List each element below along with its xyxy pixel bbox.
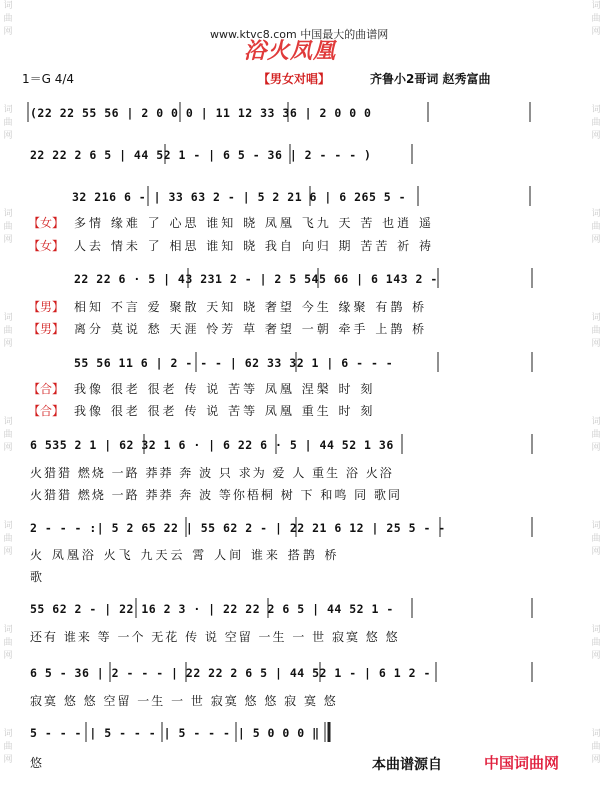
side-watermark-right: 词 曲 网 词 曲 网 词 曲 网 词 曲 网 词 曲 网 词 曲 网 词 曲 网 词 曲 网 xyxy=(591,1,601,765)
lyric-line: 火猎猎 燃烧 一路 莽莽 奔 波 只 求为 爱 人 重生 浴 火浴 xyxy=(30,466,394,480)
lyric-line: 寂寞 悠 悠 空留 一生 一 世 寂寞 悠 悠 寂 寞 悠 xyxy=(30,694,338,708)
notation-line-9: 6 5 - 36 | 2 - - - | 22 22 2 6 5 | 44 52 1 - | 6 1 2 - xyxy=(30,666,431,680)
lyric-line: 火猎猎 燃烧 一路 莽莽 奔 波 等你梧桐 树 下 和鸣 同 歌同 xyxy=(30,488,402,502)
part-tag: 【男】 xyxy=(28,300,65,314)
notation-line-8: 55 62 2 - | 22 16 2 3 · | 22 22 2 6 5 | 44 52 1 - xyxy=(30,602,394,616)
source-label: 本曲谱源自 xyxy=(372,757,442,773)
lyric-line: 还有 谁来 等 一个 无花 传 说 空留 一生 一 世 寂寞 悠 悠 xyxy=(30,630,400,644)
notation-line-6: 6 535 2 1 | 62 32 1 6 · | 6 22 6 · 5 | 44 52 1 36 xyxy=(30,438,394,452)
lyric-line: 相知 不言 爱 聚散 天知 晓 奢望 今生 缘聚 有鹊 桥 xyxy=(74,300,428,314)
notation-line-10: 5 - - - | 5 - - - | 5 - - - | 5 0 0 0 ‖ xyxy=(30,726,320,740)
notation-line-2: 22 22 2 6 5 | 44 52 1 - | 6 5 - 36 | 2 - - - ) xyxy=(30,148,372,162)
lyric-line: 多情 缘难 了 心思 谁知 晓 凤凰 飞九 天 苦 也逍 遥 xyxy=(74,216,434,230)
notation-line-3: 32 216 6 - | 33 63 2 - | 5 2 21 6 | 6 265 5 - xyxy=(72,190,407,204)
lyric-line: 火 凤凰浴 火飞 九天云 霄 人间 谁来 搭鹊 桥 xyxy=(30,548,340,562)
notation-line-5: 55 56 11 6 | 2 - - - | 62 33 32 1 | 6 - - - xyxy=(74,356,394,370)
site-watermark: www.ktvc8.com 中国最大的曲谱网 xyxy=(210,28,389,41)
key-signature: 1＝G 4/4 xyxy=(22,72,75,86)
part-tag: 【男】 xyxy=(28,322,65,336)
part-tag: 【女】 xyxy=(28,239,65,253)
song-title: 浴火凤凰 xyxy=(244,38,337,64)
lyric-line: 歌 xyxy=(30,570,46,584)
notation-line-7: 2 - - - :| 5 2 65 22 | 55 62 2 - | 22 21 6 12 | 25 5 - - xyxy=(30,521,446,535)
part-tag: 【合】 xyxy=(28,404,65,418)
notation-line-4: 22 22 6 · 5 | 43 231 2 - | 2 5 545 66 | 6 143 2 - xyxy=(74,272,438,286)
performance-type: 【男女对唱】 xyxy=(258,72,331,86)
side-watermark-left: 词 曲 网 词 曲 网 词 曲 网 词 曲 网 词 曲 网 词 曲 网 词 曲 网 词 曲 网 xyxy=(3,1,13,765)
credits: 齐鲁小2哥词 赵秀富曲 xyxy=(370,72,491,86)
notation-line-1: (22 22 55 56 | 2 0 0 0 | 11 12 33 36 | 2 0 0 0 xyxy=(30,106,372,120)
lyric-line: 我像 很老 很老 传 说 苦等 凤凰 重生 时 刻 xyxy=(74,404,376,418)
part-tag: 【女】 xyxy=(28,216,65,230)
lyric-line: 悠 xyxy=(30,756,46,770)
lyric-line: 我像 很老 很老 传 说 苦等 凤凰 涅槃 时 刻 xyxy=(74,382,376,396)
source-site-link[interactable]: 中国词曲网 xyxy=(484,754,560,772)
lyric-line: 人去 情未 了 相思 谁知 晓 我自 向归 期 苦苦 祈 祷 xyxy=(74,239,434,253)
lyric-line: 离分 莫说 愁 天涯 怜芳 草 奢望 一朝 牵手 上鹊 桥 xyxy=(74,322,428,336)
part-tag: 【合】 xyxy=(28,382,65,396)
